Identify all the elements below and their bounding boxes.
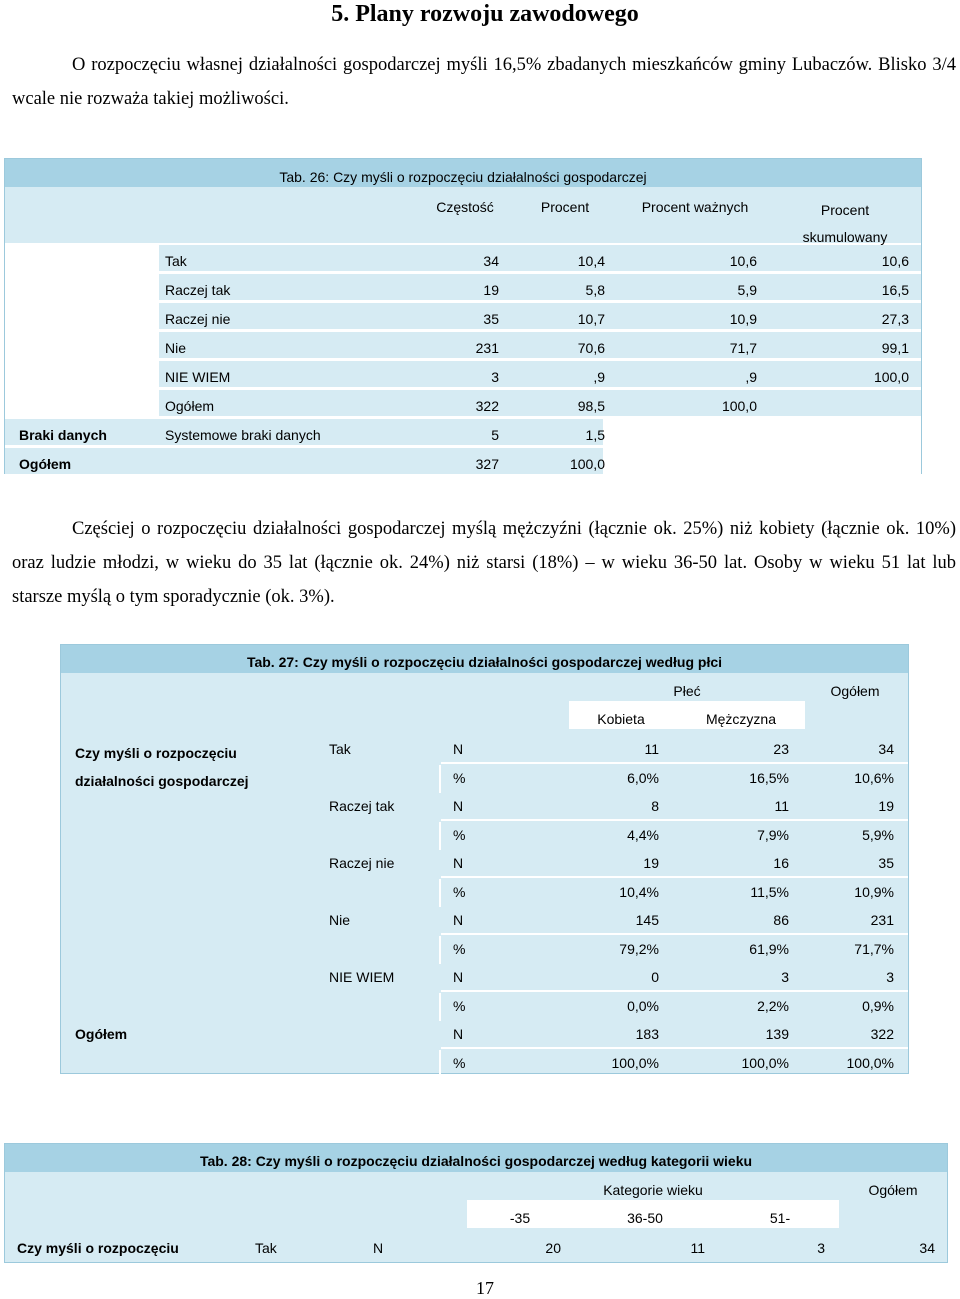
row-group-label: Czy myśli o rozpoczęciu	[17, 1240, 179, 1256]
cell-male: 23	[773, 741, 789, 757]
header-age-categories: Kategorie wieku	[603, 1182, 703, 1198]
cell-male: 2,2%	[757, 998, 789, 1014]
cell-total: 34	[919, 1240, 935, 1256]
row-label: Raczej tak	[165, 282, 231, 298]
cell-age-2: 11	[690, 1240, 705, 1256]
cell-male: 11,5%	[750, 884, 789, 900]
cell-total: 35	[878, 855, 894, 871]
row-label: Raczej tak	[329, 798, 395, 814]
row-label: NIE WIEM	[329, 969, 395, 985]
cell-female: 145	[635, 912, 659, 928]
n-label: N	[453, 855, 464, 871]
cell-pct: 10,4	[577, 253, 605, 269]
page-number: 17	[476, 1278, 494, 1298]
cell-pct: 5,8	[585, 282, 605, 298]
row-label: Raczej nie	[165, 311, 231, 327]
cell-freq: 35	[483, 311, 499, 327]
cell-male: 7,9%	[757, 827, 789, 843]
n-label: N	[453, 969, 464, 985]
row-label: Raczej nie	[329, 855, 395, 871]
pct-label: %	[453, 1055, 466, 1071]
cell-freq: 34	[483, 253, 499, 269]
missing-label: Systemowe braki danych	[165, 427, 321, 443]
cell-female: 10,4%	[619, 884, 659, 900]
table-caption: Tab. 26: Czy myśli o rozpoczęciu działalności gospodarczej	[5, 159, 921, 187]
row-label: Tak	[255, 1240, 277, 1256]
missing-pct: 1,5	[585, 427, 605, 443]
n-label: N	[453, 798, 464, 814]
cell-male: 11	[774, 798, 789, 814]
cell-age-3: 3	[817, 1240, 825, 1256]
cell-total: 231	[870, 912, 894, 928]
cell-male: 61,9%	[749, 941, 789, 957]
cell-male: 139	[765, 1026, 789, 1042]
cell-pct: 98,5	[577, 398, 605, 414]
cell-female: 0	[651, 969, 659, 985]
total-label: Ogółem	[19, 456, 72, 472]
row-label: Ogółem	[165, 398, 215, 414]
header-age-3: 51-	[769, 1210, 791, 1226]
intro-text: O rozpoczęciu własnej działalności gospodarczej myśli 16,5% zbadanych mieszkańców gminy Lubaczów. Blisko 3/4 wcale nie rozważa takiej możliwości.	[12, 55, 956, 109]
table-27	[60, 644, 909, 1074]
cell-valid: 71,7	[729, 340, 757, 356]
total-freq: 327	[475, 456, 499, 472]
total-pct: 100,0	[569, 456, 605, 472]
pct-label: %	[453, 998, 466, 1014]
cell-cum: 10,6	[881, 253, 909, 269]
cell-male: 86	[773, 912, 789, 928]
header-age-1: -35	[509, 1210, 531, 1226]
cell-total: 0,9%	[862, 998, 894, 1014]
cell-total: 100,0%	[846, 1055, 894, 1071]
header-age-2: 36-50	[627, 1210, 663, 1226]
cell-total: 322	[870, 1026, 894, 1042]
cell-total: 10,6%	[854, 770, 894, 786]
cell-female: 183	[635, 1026, 659, 1042]
cell-female: 4,4%	[627, 827, 659, 843]
missing-freq: 5	[491, 427, 499, 443]
total-label: Ogółem	[75, 1026, 128, 1042]
cell-female: 100,0%	[611, 1055, 659, 1071]
cell-total: 71,7%	[854, 941, 894, 957]
cell-freq: 322	[475, 398, 499, 414]
cell-freq: 3	[491, 369, 499, 385]
header-cumulative-percent: Procent skumulowany	[802, 202, 888, 245]
cell-cum: 16,5	[881, 282, 909, 298]
cell-total: 5,9%	[862, 827, 894, 843]
analysis-paragraph	[12, 512, 956, 614]
n-label: N	[453, 912, 464, 928]
table-caption: Tab. 27: Czy myśli o rozpoczęciu działalności gospodarczej według płci	[61, 645, 908, 673]
cell-cum: 27,3	[881, 311, 909, 327]
row-label: NIE WIEM	[165, 369, 231, 385]
header-female: Kobieta	[597, 711, 645, 727]
cell-age-1: 20	[545, 1240, 561, 1256]
cell-valid: 10,6	[729, 253, 757, 269]
cell-female: 0,0%	[627, 998, 659, 1014]
cell-total: 10,9%	[854, 884, 894, 900]
pct-label: %	[453, 884, 466, 900]
n-label: N	[373, 1240, 384, 1256]
table-28	[4, 1143, 948, 1263]
cell-male: 16,5%	[749, 770, 789, 786]
cell-female: 11	[644, 741, 659, 757]
pct-label: %	[453, 827, 466, 843]
n-label: N	[453, 741, 464, 757]
cell-male: 100,0%	[741, 1055, 789, 1071]
cell-valid: ,9	[745, 369, 757, 385]
header-percent: Procent	[540, 199, 590, 215]
cell-freq: 231	[475, 340, 499, 356]
header-male: Mężczyzna	[705, 711, 777, 727]
row-label: Tak	[329, 741, 351, 757]
cell-cum: 99,1	[881, 340, 909, 356]
missing-group-label: Braki danych	[19, 427, 107, 443]
n-label: N	[453, 1026, 464, 1042]
cell-female: 79,2%	[619, 941, 659, 957]
cell-valid: 100,0	[721, 398, 757, 414]
cell-freq: 19	[483, 282, 499, 298]
pct-label: %	[453, 941, 466, 957]
pct-label: %	[453, 770, 466, 786]
cell-pct: 70,6	[577, 340, 605, 356]
cell-valid: 10,9	[729, 311, 757, 327]
analysis-text: Częściej o rozpoczęciu działalności gospodarczej myślą mężczyźni (łącznie ok. 25%) niż kobiety (łącznie ok. 10%) oraz ludzie młodzi, w wieku do 35 lat (łącznie ok. 24%) niż starsi (18%) – w wieku 36-50 lat. Osoby w wieku 51 lat lub starsze myślą o tym sporadycznie (ok. 3%).	[12, 519, 956, 607]
header-total: Ogółem	[830, 683, 880, 699]
cell-pct: 10,7	[577, 311, 605, 327]
row-label: Nie	[165, 340, 187, 356]
table-26	[4, 158, 922, 474]
cell-total: 19	[878, 798, 894, 814]
row-group-label: Czy myśli o rozpoczęciu działalności gospodarczej	[75, 745, 249, 789]
cell-male: 3	[781, 969, 789, 985]
cell-pct: ,9	[593, 369, 605, 385]
row-label: Nie	[329, 912, 351, 928]
intro-paragraph	[12, 48, 956, 116]
header-frequency: Częstość	[436, 199, 494, 215]
cell-cum: 100,0	[873, 369, 909, 385]
cell-male: 16	[773, 855, 789, 871]
row-label: Tak	[165, 253, 187, 269]
header-gender: Płeć	[673, 683, 701, 699]
cell-female: 8	[651, 798, 659, 814]
cell-total: 34	[878, 741, 894, 757]
table-caption: Tab. 28: Czy myśli o rozpoczęciu działalności gospodarczej według kategorii wieku	[5, 1144, 947, 1172]
cell-valid: 5,9	[737, 282, 757, 298]
cell-female: 6,0%	[627, 770, 659, 786]
header-valid-percent: Procent ważnych	[641, 199, 749, 215]
cell-female: 19	[643, 855, 659, 871]
header-total: Ogółem	[868, 1182, 918, 1198]
section-heading: 5. Plany rozwoju zawodowego	[331, 1, 639, 27]
cell-total: 3	[886, 969, 894, 985]
